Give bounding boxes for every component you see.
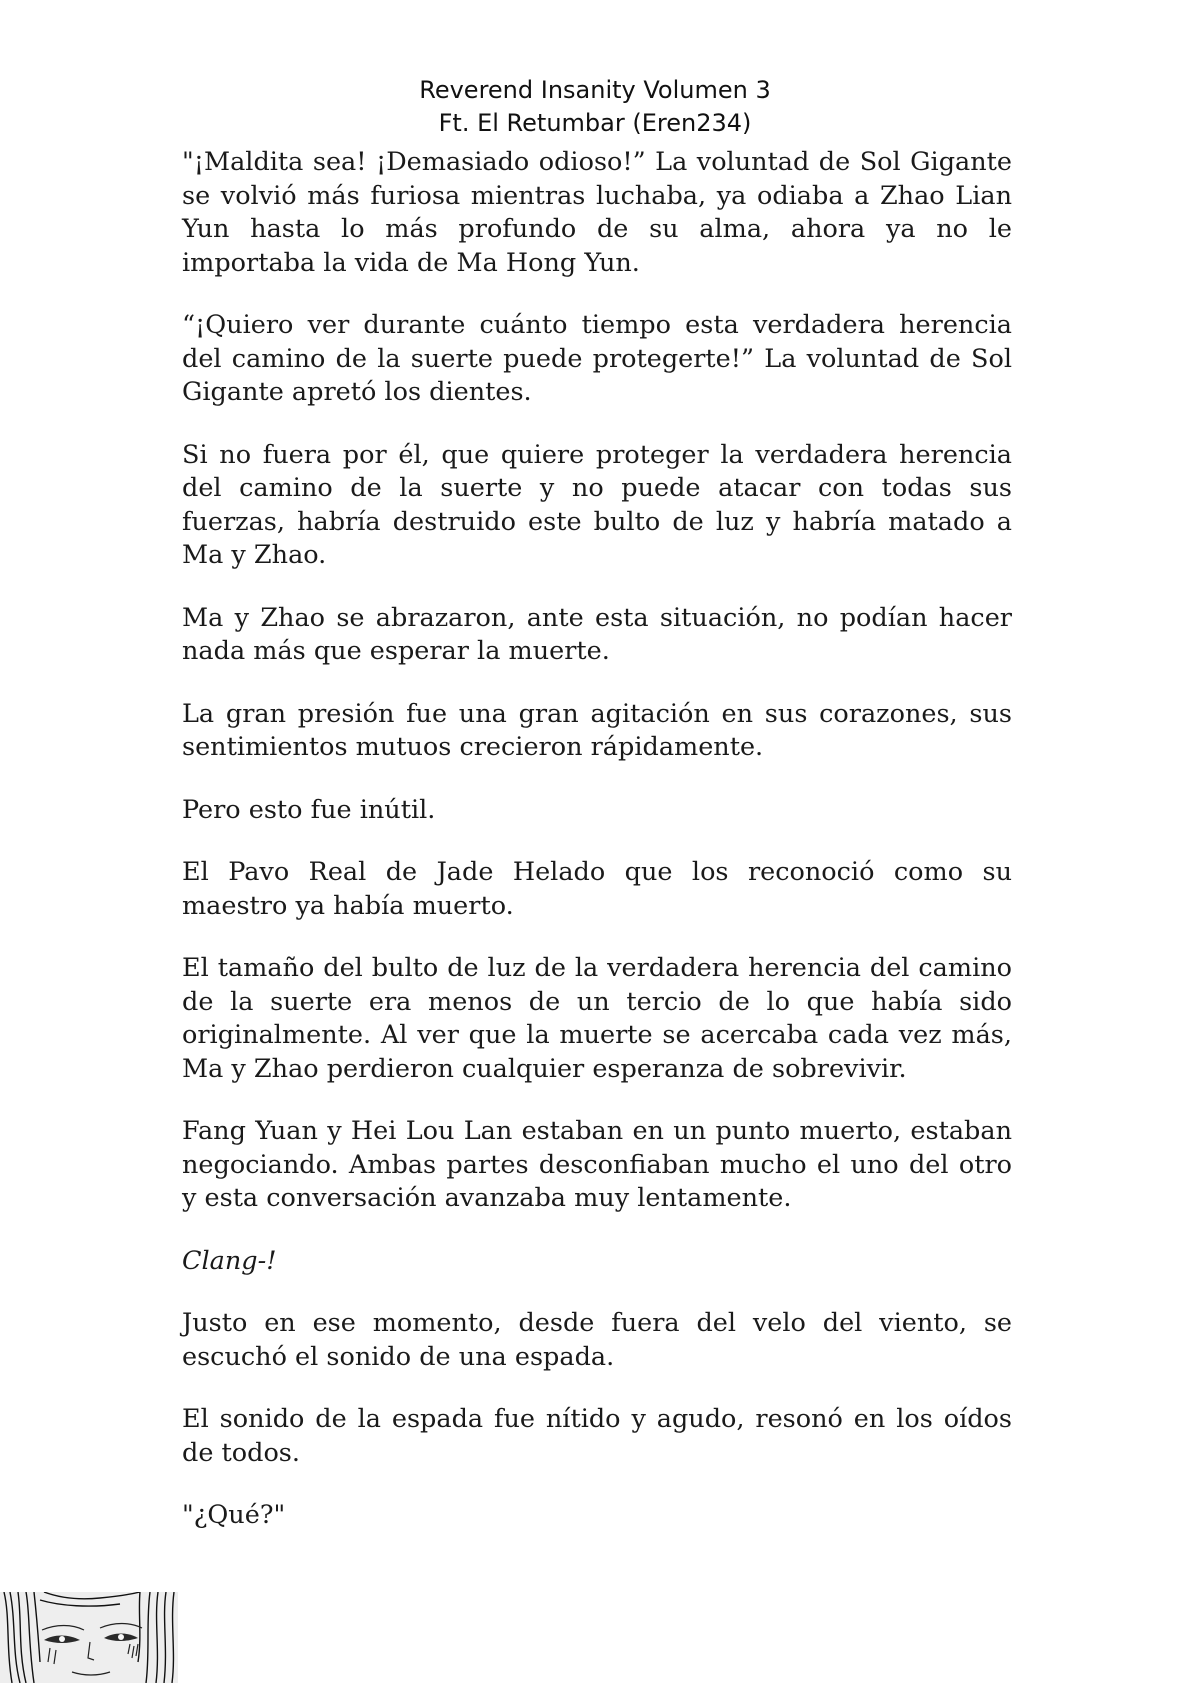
header-credit: Ft. El Retumbar (Eren234) xyxy=(438,109,752,137)
paragraph: Fang Yuan y Hei Lou Lan estaban en un punto muerto, estaban negociando. Ambas partes desconfiaban mucho el uno del otro y esta conversación avanzaba muy lentamente. xyxy=(182,1116,1012,1213)
paragraph: Si no fuera por él, que quiere proteger la verdadera herencia del camino de la suerte y no puede atacar con todas sus fuerzas, habría destruido este bulto de luz y habría matado a Ma y Zhao. xyxy=(182,439,1012,570)
paragraph: Pero esto fue inútil. xyxy=(182,794,436,825)
sound-effect-paragraph: Clang-! xyxy=(182,1245,277,1276)
paragraph: “¡Quiero ver durante cuánto tiempo esta verdadera herencia del camino de la suerte puede protegerte!” La voluntad de Sol Gigante apretó los dientes. xyxy=(182,310,1012,407)
paragraph: "¿Qué?" xyxy=(182,1500,286,1530)
paragraph: Ma y Zhao se abrazaron, ante esta situación, no podían hacer nada más que esperar la muerte. xyxy=(182,602,1012,666)
manga-character-portrait-icon xyxy=(0,1592,178,1683)
paragraph: La gran presión fue una gran agitación en sus corazones, sus sentimientos mutuos crecieron rápidamente. xyxy=(182,698,1012,762)
paragraph: El Pavo Real de Jade Helado que los reconoció como su maestro ya había muerto. xyxy=(182,857,1012,921)
document-body xyxy=(182,146,1012,1562)
paragraph: El sonido de la espada fue nítido y agudo, resonó en los oídos de todos. xyxy=(182,1404,1012,1468)
page-header xyxy=(0,74,1190,140)
header-title: Reverend Insanity Volumen 3 xyxy=(419,76,771,104)
paragraph: El tamaño del bulto de luz de la verdadera herencia del camino de la suerte era menos de un tercio de lo que había sido originalmente. Al ver que la muerte se acercaba cada vez más, Ma y Zhao perdieron cualquier esperanza de sobrevivir. xyxy=(182,953,1012,1084)
paragraph: "¡Maldita sea! ¡Demasiado odioso!” La voluntad de Sol Gigante se volvió más furiosa mientras luchaba, ya odiaba a Zhao Lian Yun hasta lo más profundo de su alma, ahora ya no le importaba la vida de Ma Hong Yun. xyxy=(182,147,1012,278)
paragraph: Justo en ese momento, desde fuera del velo del viento, se escuchó el sonido de una espada. xyxy=(182,1308,1012,1372)
